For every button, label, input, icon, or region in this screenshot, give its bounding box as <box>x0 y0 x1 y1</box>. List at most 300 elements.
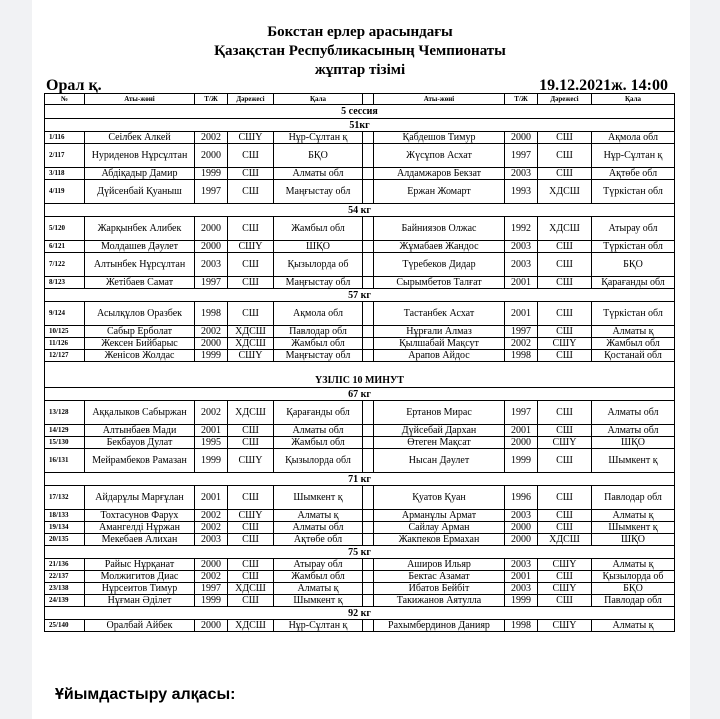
bout-number: 13/128 <box>45 401 85 425</box>
blue-corner-year: 1999 <box>505 595 538 607</box>
blue-corner-year: 2003 <box>505 510 538 522</box>
blue-corner-year: 1999 <box>505 449 538 473</box>
spacer-cell <box>363 277 374 289</box>
bout-row <box>45 217 675 241</box>
spacer-cell <box>363 583 374 595</box>
bout-row <box>45 559 675 571</box>
red-corner-rank: СШ <box>228 180 274 204</box>
red-corner-city: Алматы обл <box>274 425 363 437</box>
red-corner-rank: СШ <box>228 302 274 326</box>
col-header-year-red: Т/Ж <box>195 94 228 105</box>
blue-corner-year: 1997 <box>505 326 538 338</box>
red-corner-name: Нұрсеитов Тимур <box>85 583 195 595</box>
col-header-num: № <box>45 94 85 105</box>
blue-corner-year: 2003 <box>505 583 538 595</box>
blue-corner-city: Алматы обл <box>592 401 675 425</box>
blue-corner-rank: СШ <box>538 302 592 326</box>
weight-row <box>45 546 675 559</box>
bout-number: 14/129 <box>45 425 85 437</box>
organizing-committee-label: Ұйымдастыру алқасы: <box>55 686 236 703</box>
red-corner-year: 2001 <box>195 425 228 437</box>
red-corner-rank: СШ <box>228 571 274 583</box>
bout-row <box>45 326 675 338</box>
spacer-cell <box>363 510 374 522</box>
red-corner-rank: СШ <box>228 534 274 546</box>
blue-corner-rank: СШ <box>538 253 592 277</box>
blue-corner-name: Нұрғали Алмаз <box>374 326 505 338</box>
blue-corner-year: 1992 <box>505 217 538 241</box>
weight-label: 92 кг <box>45 607 675 620</box>
blue-corner-rank: СШ <box>538 425 592 437</box>
bout-number: 8/123 <box>45 277 85 289</box>
spacer-cell <box>363 326 374 338</box>
red-corner-year: 2000 <box>195 559 228 571</box>
blue-corner-city: Ақтөбе обл <box>592 168 675 180</box>
bout-row <box>45 168 675 180</box>
blue-corner-city: Шымкент қ <box>592 449 675 473</box>
red-corner-city: Маңғыстау обл <box>274 277 363 289</box>
red-corner-city: Қызылорда об <box>274 253 363 277</box>
red-corner-year: 1999 <box>195 449 228 473</box>
bout-number: 17/132 <box>45 486 85 510</box>
bout-number: 4/119 <box>45 180 85 204</box>
red-corner-name: Молжигитов Диас <box>85 571 195 583</box>
bout-row <box>45 132 675 144</box>
bout-number: 15/130 <box>45 437 85 449</box>
red-corner-year: 1997 <box>195 180 228 204</box>
bout-row <box>45 486 675 510</box>
red-corner-year: 1999 <box>195 168 228 180</box>
bout-row <box>45 277 675 289</box>
bout-row <box>45 338 675 350</box>
col-header-name-red: Аты-жөні <box>85 94 195 105</box>
bout-row <box>45 522 675 534</box>
spacer-cell <box>363 534 374 546</box>
blue-corner-rank: СШ <box>538 132 592 144</box>
spacer-cell <box>363 620 374 632</box>
red-corner-city: Ақтөбе обл <box>274 534 363 546</box>
bout-row <box>45 583 675 595</box>
red-corner-year: 2002 <box>195 510 228 522</box>
bout-number: 19/134 <box>45 522 85 534</box>
red-corner-year: 1999 <box>195 350 228 362</box>
bout-number: 1/116 <box>45 132 85 144</box>
bout-row <box>45 401 675 425</box>
weight-row <box>45 119 675 132</box>
bout-row <box>45 620 675 632</box>
blue-corner-city: Алматы обл <box>592 425 675 437</box>
red-corner-name: Жарқынбек Алибек <box>85 217 195 241</box>
red-corner-city: Павлодар обл <box>274 326 363 338</box>
blue-corner-city: Алматы қ <box>592 620 675 632</box>
blue-corner-city: Түркістан обл <box>592 180 675 204</box>
col-header-rank-red: Дәрежесі <box>228 94 274 105</box>
red-corner-name: Асылқұлов Оразбек <box>85 302 195 326</box>
blue-corner-name: Сырымбетов Талғат <box>374 277 505 289</box>
red-corner-city: Атырау обл <box>274 559 363 571</box>
break-label: ҮЗІЛІС 10 МИНУТ <box>45 362 675 388</box>
blue-corner-year: 2003 <box>505 559 538 571</box>
title-line-3: жұптар тізімі <box>314 62 406 78</box>
weight-row <box>45 204 675 217</box>
spacer-cell <box>363 180 374 204</box>
red-corner-city: Нұр-Сұлтан қ <box>274 132 363 144</box>
col-header-city-red: Қала <box>274 94 363 105</box>
blue-corner-city: Ақмола обл <box>592 132 675 144</box>
event-datetime: 19.12.2021ж. 14:00 <box>539 77 668 94</box>
bout-row <box>45 595 675 607</box>
blue-corner-name: Ибатов Бейбіт <box>374 583 505 595</box>
blue-corner-name: Арманұлы Армат <box>374 510 505 522</box>
blue-corner-city: Қостанай обл <box>592 350 675 362</box>
red-corner-city: Шымкент қ <box>274 595 363 607</box>
spacer-cell <box>363 595 374 607</box>
bout-number: 5/120 <box>45 217 85 241</box>
blue-corner-name: Жүсұпов Асхат <box>374 144 505 168</box>
bout-number: 25/140 <box>45 620 85 632</box>
red-corner-name: Мекебаев Алихан <box>85 534 195 546</box>
spacer-cell <box>363 253 374 277</box>
bout-row <box>45 534 675 546</box>
bout-number: 18/133 <box>45 510 85 522</box>
red-corner-name: Аққалыков Сабыржан <box>85 401 195 425</box>
spacer-cell <box>363 241 374 253</box>
spacer-cell <box>363 559 374 571</box>
bout-number: 11/126 <box>45 338 85 350</box>
blue-corner-rank: СШ <box>538 277 592 289</box>
bout-row <box>45 425 675 437</box>
blue-corner-year: 1998 <box>505 350 538 362</box>
red-corner-city: Қарағанды обл <box>274 401 363 425</box>
bout-number: 7/122 <box>45 253 85 277</box>
blue-corner-name: Арапов Айдос <box>374 350 505 362</box>
blue-corner-name: Түребеков Дидар <box>374 253 505 277</box>
break-row <box>45 362 675 388</box>
blue-corner-year: 2003 <box>505 253 538 277</box>
blue-corner-city: Алматы қ <box>592 510 675 522</box>
red-corner-rank: ХДСШ <box>228 326 274 338</box>
bout-row <box>45 449 675 473</box>
red-corner-year: 2000 <box>195 338 228 350</box>
title-line-1: Бокстан ерлер арасындағы <box>267 24 453 40</box>
blue-corner-rank: СШ <box>538 168 592 180</box>
red-corner-rank: СШ <box>228 486 274 510</box>
blue-corner-rank: СШ <box>538 522 592 534</box>
bout-row <box>45 437 675 449</box>
blue-corner-name: Аширов Ильяр <box>374 559 505 571</box>
spacer-cell <box>363 522 374 534</box>
blue-corner-name: Ержан Жомарт <box>374 180 505 204</box>
red-corner-name: Айдарұлы Марғұлан <box>85 486 195 510</box>
red-corner-year: 2002 <box>195 401 228 425</box>
red-corner-rank: СШ <box>228 559 274 571</box>
red-corner-name: Жетібаев Самат <box>85 277 195 289</box>
red-corner-rank: СШҮ <box>228 350 274 362</box>
red-corner-year: 1999 <box>195 595 228 607</box>
red-corner-year: 1997 <box>195 277 228 289</box>
spacer-cell <box>363 144 374 168</box>
blue-corner-rank: СШ <box>538 449 592 473</box>
blue-corner-city: БҚО <box>592 253 675 277</box>
bout-row <box>45 510 675 522</box>
blue-corner-rank: СШ <box>538 510 592 522</box>
red-corner-name: Бекбауов Дулат <box>85 437 195 449</box>
red-corner-city: Алматы қ <box>274 583 363 595</box>
bout-number: 20/135 <box>45 534 85 546</box>
blue-corner-name: Такижанов Аятулла <box>374 595 505 607</box>
bout-number: 12/127 <box>45 350 85 362</box>
blue-corner-city: Түркістан обл <box>592 241 675 253</box>
red-corner-year: 2003 <box>195 534 228 546</box>
red-corner-city: ШҚО <box>274 241 363 253</box>
red-corner-year: 2000 <box>195 144 228 168</box>
red-corner-name: Сабыр Ерболат <box>85 326 195 338</box>
red-corner-name: Дүйсенбай Қуаныш <box>85 180 195 204</box>
red-corner-name: Женісов Жолдас <box>85 350 195 362</box>
blue-corner-year: 2002 <box>505 338 538 350</box>
blue-corner-city: Алматы қ <box>592 326 675 338</box>
red-corner-rank: СШ <box>228 217 274 241</box>
bout-number: 10/125 <box>45 326 85 338</box>
red-corner-name: Оралбай Айбек <box>85 620 195 632</box>
red-corner-year: 2002 <box>195 522 228 534</box>
blue-corner-year: 1993 <box>505 180 538 204</box>
red-corner-name: Тохтасунов Фарух <box>85 510 195 522</box>
red-corner-rank: СШ <box>228 168 274 180</box>
weight-row <box>45 388 675 401</box>
blue-corner-year: 2000 <box>505 534 538 546</box>
red-corner-rank: СШ <box>228 277 274 289</box>
red-corner-city: Жамбыл обл <box>274 571 363 583</box>
blue-corner-name: Қабдешов Тимур <box>374 132 505 144</box>
red-corner-city: Жамбыл обл <box>274 338 363 350</box>
blue-corner-year: 2003 <box>505 241 538 253</box>
col-header-spacer <box>363 94 374 105</box>
weight-label: 67 кг <box>45 388 675 401</box>
bout-number: 3/118 <box>45 168 85 180</box>
red-corner-rank: СШ <box>228 425 274 437</box>
bout-row <box>45 180 675 204</box>
blue-corner-year: 2000 <box>505 437 538 449</box>
col-header-rank-blue: Дәрежесі <box>538 94 592 105</box>
col-header-city-blue: Қала <box>592 94 675 105</box>
red-corner-rank: СШ <box>228 522 274 534</box>
blue-corner-rank: СШ <box>538 595 592 607</box>
red-corner-name: Амангелді Нұржан <box>85 522 195 534</box>
blue-corner-rank: СШ <box>538 571 592 583</box>
spacer-cell <box>363 350 374 362</box>
blue-corner-name: Сайлау Арман <box>374 522 505 534</box>
red-corner-city: Шымкент қ <box>274 486 363 510</box>
blue-corner-city: ШҚО <box>592 534 675 546</box>
red-corner-city: Қызылорда обл <box>274 449 363 473</box>
bout-row <box>45 350 675 362</box>
blue-corner-city: Түркістан обл <box>592 302 675 326</box>
blue-corner-year: 1996 <box>505 486 538 510</box>
blue-corner-name: Рахымбердинов Данияр <box>374 620 505 632</box>
blue-corner-year: 2001 <box>505 302 538 326</box>
red-corner-rank: СШ <box>228 595 274 607</box>
blue-corner-name: Ертанов Мирас <box>374 401 505 425</box>
red-corner-year: 2000 <box>195 241 228 253</box>
spacer-cell <box>363 486 374 510</box>
red-corner-year: 1995 <box>195 437 228 449</box>
blue-corner-city: ШҚО <box>592 437 675 449</box>
red-corner-city: Маңғыстау обл <box>274 350 363 362</box>
red-corner-name: Мейрамбеков Рамазан <box>85 449 195 473</box>
bout-number: 9/124 <box>45 302 85 326</box>
blue-corner-name: Нысан Дәулет <box>374 449 505 473</box>
red-corner-year: 2003 <box>195 253 228 277</box>
blue-corner-year: 2001 <box>505 277 538 289</box>
red-corner-rank: ХДСШ <box>228 338 274 350</box>
session-row <box>45 105 675 119</box>
blue-corner-city: Павлодар обл <box>592 486 675 510</box>
bout-number: 24/139 <box>45 595 85 607</box>
blue-corner-rank: СШ <box>538 486 592 510</box>
red-corner-city: Нұр-Сұлтан қ <box>274 620 363 632</box>
bout-number: 23/138 <box>45 583 85 595</box>
blue-corner-year: 1998 <box>505 620 538 632</box>
red-corner-city: Алматы обл <box>274 168 363 180</box>
blue-corner-year: 1997 <box>505 144 538 168</box>
session-label: 5 сессия <box>45 105 675 119</box>
blue-corner-rank: ХДСШ <box>538 217 592 241</box>
blue-corner-name: Қылшабай Мақсут <box>374 338 505 350</box>
table-header-row <box>45 94 675 105</box>
spacer-cell <box>363 571 374 583</box>
red-corner-name: Абдіқадыр Дамир <box>85 168 195 180</box>
red-corner-year: 2002 <box>195 132 228 144</box>
spacer-cell <box>363 401 374 425</box>
blue-corner-year: 2001 <box>505 571 538 583</box>
blue-corner-city: Алматы қ <box>592 559 675 571</box>
blue-corner-name: Жұмабаев Жандос <box>374 241 505 253</box>
title-line-2: Қазақстан Республикасының Чемпионаты <box>214 43 506 59</box>
blue-corner-name: Өтеген Мақсат <box>374 437 505 449</box>
blue-corner-rank: СШ <box>538 326 592 338</box>
blue-corner-name: Бектас Азамат <box>374 571 505 583</box>
blue-corner-city: Шымкент қ <box>592 522 675 534</box>
blue-corner-rank: СШҮ <box>538 338 592 350</box>
blue-corner-city: БҚО <box>592 583 675 595</box>
spacer-cell <box>363 338 374 350</box>
weight-row <box>45 289 675 302</box>
red-corner-rank: СШ <box>228 437 274 449</box>
red-corner-year: 2000 <box>195 217 228 241</box>
blue-corner-rank: СШҮ <box>538 559 592 571</box>
col-header-year-blue: Т/Ж <box>505 94 538 105</box>
red-corner-rank: СШҮ <box>228 241 274 253</box>
bout-number: 22/137 <box>45 571 85 583</box>
blue-corner-city: Атырау обл <box>592 217 675 241</box>
bout-row <box>45 144 675 168</box>
blue-corner-rank: СШҮ <box>538 437 592 449</box>
red-corner-city: Жамбыл обл <box>274 217 363 241</box>
spacer-cell <box>363 302 374 326</box>
blue-corner-rank: СШ <box>538 350 592 362</box>
red-corner-city: Маңғыстау обл <box>274 180 363 204</box>
blue-corner-rank: ХДСШ <box>538 534 592 546</box>
red-corner-name: Нуриденов Нұрсұлтан <box>85 144 195 168</box>
spacer-cell <box>363 168 374 180</box>
bout-number: 6/121 <box>45 241 85 253</box>
spacer-cell <box>363 437 374 449</box>
red-corner-name: Сеілбек Алкей <box>85 132 195 144</box>
blue-corner-year: 1997 <box>505 401 538 425</box>
weight-label: 71 кг <box>45 473 675 486</box>
spacer-cell <box>363 217 374 241</box>
red-corner-rank: СШҮ <box>228 449 274 473</box>
weight-label: 57 кг <box>45 289 675 302</box>
bout-number: 21/136 <box>45 559 85 571</box>
blue-corner-year: 2000 <box>505 522 538 534</box>
red-corner-rank: СШҮ <box>228 132 274 144</box>
blue-corner-name: Дүйсебай Дархан <box>374 425 505 437</box>
pairs-table <box>44 93 675 632</box>
bout-row <box>45 571 675 583</box>
blue-corner-year: 2003 <box>505 168 538 180</box>
red-corner-year: 1998 <box>195 302 228 326</box>
blue-corner-year: 2000 <box>505 132 538 144</box>
red-corner-year: 2002 <box>195 571 228 583</box>
red-corner-city: Алматы обл <box>274 522 363 534</box>
red-corner-year: 2001 <box>195 486 228 510</box>
event-city: Орал қ. <box>46 77 102 94</box>
weight-row <box>45 607 675 620</box>
red-corner-rank: СШҮ <box>228 510 274 522</box>
blue-corner-rank: СШ <box>538 401 592 425</box>
red-corner-rank: ХДСШ <box>228 620 274 632</box>
red-corner-city: Алматы қ <box>274 510 363 522</box>
blue-corner-rank: ХДСШ <box>538 180 592 204</box>
blue-corner-name: Алдамжаров Бекзат <box>374 168 505 180</box>
red-corner-year: 1997 <box>195 583 228 595</box>
weight-label: 51кг <box>45 119 675 132</box>
red-corner-name: Нұғман Әділет <box>85 595 195 607</box>
blue-corner-name: Тастанбек Асхат <box>374 302 505 326</box>
spacer-cell <box>363 449 374 473</box>
blue-corner-city: Жамбыл обл <box>592 338 675 350</box>
spacer-cell <box>363 425 374 437</box>
red-corner-name: Жексен Бийбарыс <box>85 338 195 350</box>
red-corner-name: Молдашев Дәулет <box>85 241 195 253</box>
red-corner-city: Ақмола обл <box>274 302 363 326</box>
blue-corner-rank: СШҮ <box>538 620 592 632</box>
red-corner-year: 2002 <box>195 326 228 338</box>
bout-number: 2/117 <box>45 144 85 168</box>
bout-row <box>45 253 675 277</box>
weight-row <box>45 473 675 486</box>
blue-corner-city: Нұр-Сұлтан қ <box>592 144 675 168</box>
blue-corner-city: Қызылорда об <box>592 571 675 583</box>
red-corner-rank: СШ <box>228 253 274 277</box>
blue-corner-city: Павлодар обл <box>592 595 675 607</box>
weight-label: 54 кг <box>45 204 675 217</box>
weight-label: 75 кг <box>45 546 675 559</box>
red-corner-name: Райыс Нұрқанат <box>85 559 195 571</box>
blue-corner-rank: СШҮ <box>538 583 592 595</box>
red-corner-city: БҚО <box>274 144 363 168</box>
blue-corner-name: Байниязов Олжас <box>374 217 505 241</box>
blue-corner-rank: СШ <box>538 241 592 253</box>
red-corner-rank: ХДСШ <box>228 401 274 425</box>
blue-corner-rank: СШ <box>538 144 592 168</box>
blue-corner-name: Жакпеков Ермахан <box>374 534 505 546</box>
blue-corner-city: Қарағанды обл <box>592 277 675 289</box>
col-header-name-blue: Аты-жөні <box>374 94 505 105</box>
spacer-cell <box>363 132 374 144</box>
